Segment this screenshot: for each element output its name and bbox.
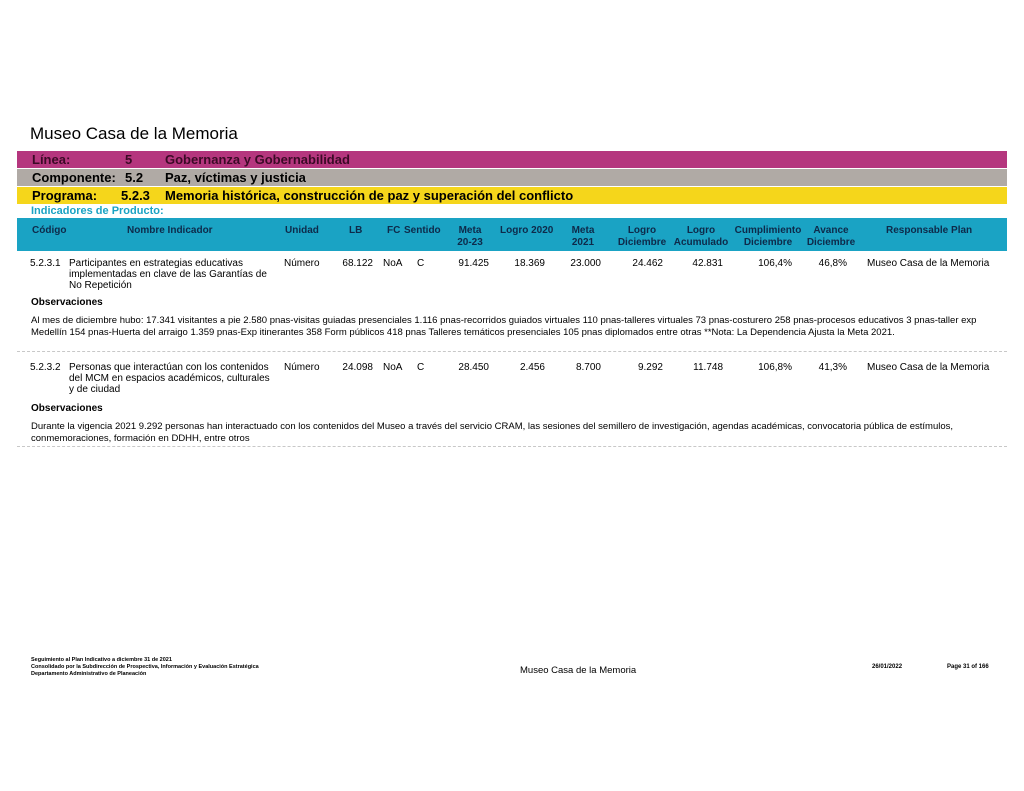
- row-lb: 68.122: [342, 258, 373, 269]
- header-meta-2023: [455, 225, 485, 249]
- row-nombre-line2: implementadas en clave de las Garantías de: [69, 269, 267, 280]
- header-fc: FC: [387, 225, 401, 236]
- linea-code: 5: [125, 152, 133, 167]
- table-header: [17, 218, 1007, 251]
- row-cumplimiento: 106,8%: [758, 362, 792, 373]
- header-nombre: Nombre Indicador: [127, 225, 213, 236]
- row-unidad: Número: [284, 362, 320, 373]
- header-cumplimiento: [733, 225, 803, 249]
- componente-code: 5.2: [125, 170, 144, 185]
- header-meta-2021-line2: 2021: [571, 237, 595, 248]
- observaciones-text: Al mes de diciembre hubo: 17.341 visitantes a pie 2.580 pnas-visitas guiadas presenciales 1.116 pnas-recorridos guiados virtuales 110 pnas-talleres virtuales 73 pnas-costurero 258 pnas-procesos educativos 3 pnas-taller exp Medellín 154 pnas-Huerta del arraigo 1.359 pnas-Exp itinerantes 358 Form públicos 418 pnas Talleres temáticos presenciales 105 pnas diplomados entre otras **Nota: La Dependencia Ajusta la Meta 2021.: [31, 315, 977, 338]
- row-meta-2021: 23.000: [570, 258, 601, 269]
- header-logro-acum-line2: Acumulado: [673, 237, 729, 248]
- header-logro-dic-line2: Diciembre: [617, 237, 667, 248]
- row-responsable: Museo Casa de la Memoria: [867, 362, 990, 373]
- row-meta-2023: 28.450: [458, 362, 489, 373]
- footer-line1: Seguimiento al Plan Indicativo a diciembre 31 de 2021: [31, 657, 172, 663]
- row-fc: NoA: [383, 362, 403, 373]
- row-logro-2020: 18.369: [514, 258, 545, 269]
- header-logro-dic-line1: Logro: [627, 225, 657, 236]
- footer-date: 26/01/2022: [872, 664, 903, 670]
- row-lb: 24.098: [342, 362, 373, 373]
- componente-label: Componente:: [32, 170, 116, 185]
- row-logro-acum: 42.831: [692, 258, 723, 269]
- header-codigo: Código: [32, 225, 67, 236]
- row-logro-acum: 11.748: [693, 362, 723, 373]
- header-meta-2021: [568, 225, 598, 249]
- header-logro-2020: Logro 2020: [500, 225, 554, 236]
- table-row: [17, 258, 1007, 292]
- header-meta-2021-line1: Meta: [571, 225, 595, 236]
- row-cumplimiento: 106,4%: [758, 258, 792, 269]
- header-avance-line2: Diciembre: [806, 237, 856, 248]
- row-nombre: [69, 258, 279, 291]
- row-avance: 41,3%: [818, 362, 847, 373]
- componente-band: [17, 169, 1007, 186]
- row-nombre-line3: No Repetición: [69, 280, 132, 291]
- footer-left: [31, 657, 259, 678]
- footer-line2: Consolidado por la Subdirección de Prospectiva, Información y Evaluación Estratégica: [31, 664, 259, 670]
- table-row: [17, 362, 1007, 396]
- row-logro-2020: 2.456: [519, 362, 545, 373]
- header-cumpl-line1: Cumplimiento: [734, 225, 802, 236]
- row-codigo: 5.2.3.1: [30, 258, 61, 269]
- row-fc: NoA: [383, 258, 403, 269]
- row-meta-2021: 8.700: [575, 362, 601, 373]
- header-unidad: Unidad: [285, 225, 319, 236]
- page-number: Page 31 of 166: [947, 664, 989, 670]
- observaciones-text: Durante la vigencia 2021 9.292 personas han interactuado con los contenidos del Museo a través del servicio CRAM, las sesiones del semillero de investigación, agendas académicas, convocatoria pública de estímulos, conmemoraciones, formación en DDHH, entre otros: [31, 421, 954, 444]
- row-meta-2023: 91.425: [458, 258, 489, 269]
- linea-label: Línea:: [32, 152, 71, 167]
- header-avance: [805, 225, 857, 249]
- row-nombre-line3: y de ciudad: [69, 384, 121, 395]
- footer-line3: Departamento Administrativo de Planeación: [31, 671, 147, 677]
- row-codigo: 5.2.3.2: [30, 362, 61, 373]
- componente-name: Paz, víctimas y justicia: [165, 170, 306, 185]
- footer-entity: Museo Casa de la Memoria: [520, 665, 637, 676]
- row-nombre-line1: Personas que interactúan con los contenidos: [69, 362, 269, 373]
- row-logro-dic: 24.462: [632, 258, 663, 269]
- programa-code: 5.2.3: [121, 188, 150, 203]
- row-nombre-line1: Participantes en estrategias educativas: [69, 258, 243, 269]
- row-sentido: C: [417, 362, 425, 373]
- programa-label: Programa:: [32, 188, 98, 203]
- header-responsable: Responsable Plan: [886, 225, 973, 236]
- row-divider: [17, 446, 1007, 447]
- observaciones-title: Observaciones: [31, 297, 103, 308]
- header-logro-acumulado: [673, 225, 729, 249]
- row-logro-dic: 9.292: [637, 362, 663, 373]
- row-avance: 46,8%: [818, 258, 847, 269]
- linea-name: Gobernanza y Gobernabilidad: [165, 152, 350, 167]
- programa-band: [17, 187, 1007, 204]
- header-logro-diciembre: [617, 225, 667, 249]
- header-avance-line1: Avance: [813, 225, 849, 236]
- header-meta-2023-line1: Meta: [458, 225, 482, 236]
- row-responsable: Museo Casa de la Memoria: [867, 258, 990, 269]
- indicadores-label: Indicadores de Producto:: [31, 205, 164, 217]
- header-lb: LB: [349, 225, 363, 236]
- header-sentido: Sentido: [404, 225, 441, 236]
- header-meta-2023-line2: 20-23: [457, 237, 483, 248]
- row-sentido: C: [417, 258, 425, 269]
- row-nombre: [69, 362, 284, 395]
- row-nombre-line2: del MCM en espacios académicos, culturales: [69, 373, 270, 384]
- observaciones-title: Observaciones: [31, 403, 103, 414]
- header-logro-acum-line1: Logro: [686, 225, 716, 236]
- entity-title: Museo Casa de la Memoria: [30, 124, 238, 143]
- header-cumpl-line2: Diciembre: [743, 237, 793, 248]
- linea-band: [17, 151, 1007, 168]
- row-divider: [17, 351, 1007, 352]
- programa-name: Memoria histórica, construcción de paz y superación del conflicto: [165, 188, 574, 203]
- row-unidad: Número: [284, 258, 320, 269]
